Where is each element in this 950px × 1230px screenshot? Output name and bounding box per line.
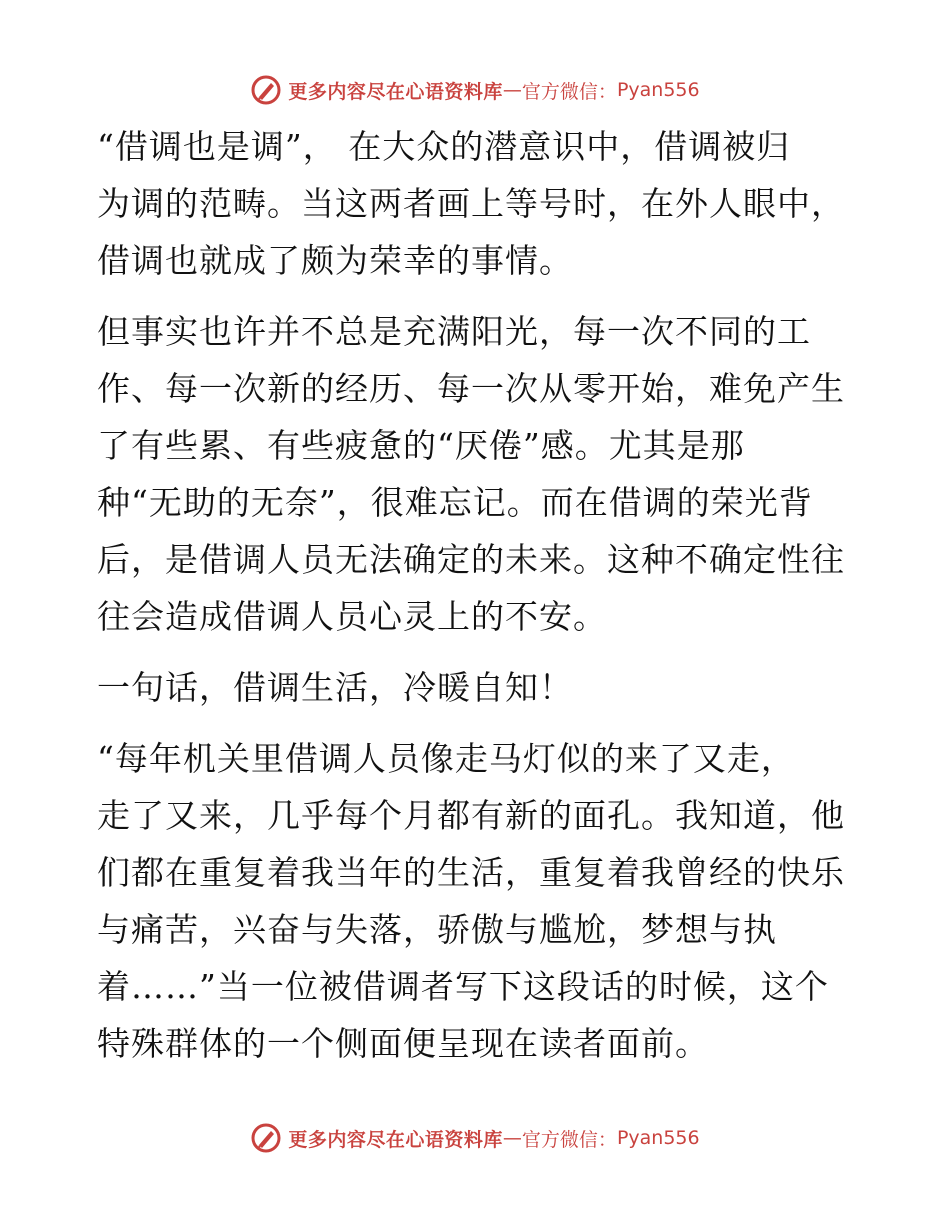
pen-logo-icon [250,1122,282,1154]
text-line: 作、每一次新的经历、每一次从零开始，难免产生 [97,369,845,408]
banner-wechat-label: 官方微信： [521,80,617,103]
banner-wechat-id: Pyan556 [616,1127,700,1149]
paragraph-1 [97,118,857,289]
text-line: 走了又来，几乎每个月都有新的面孔。我知道，他 [97,796,845,835]
paragraph-4 [97,730,857,1072]
text-line: 为调的范畴。当这两者画上等号时，在外人眼中， [97,184,845,223]
pen-logo-icon [250,74,282,106]
banner-main-text: 更多内容尽在心语资料库 [288,80,503,103]
document-body [97,118,857,1086]
text-line: 一句话，借调生活，冷暖自知！ [97,668,573,707]
footer-watermark-banner [0,1120,950,1156]
paragraph-2 [97,303,857,645]
text-line: 了有些累、有些疲惫的“厌倦”感。尤其是那 [97,426,745,465]
banner-wechat-label: 官方微信： [521,1128,617,1151]
paragraph-3 [97,659,857,716]
text-line: 们都在重复着我当年的生活，重复着我曾经的快乐 [97,853,845,892]
text-line: 种“无助的无奈”，很难忘记。而在借调的荣光背 [97,483,813,522]
banner-main-text: 更多内容尽在心语资料库 [288,1128,503,1151]
banner-dash: — [502,79,522,101]
text-line: 往会造成借调人员心灵上的不安。 [97,597,607,636]
text-line: 特殊群体的一个侧面便呈现在读者面前。 [97,1024,709,1063]
text-line: 借调也就成了颇为荣幸的事情。 [97,241,573,280]
text-line: “借调也是调”， 在大众的潜意识中，借调被归 [97,127,791,166]
header-watermark-banner [0,72,950,108]
text-line: “每年机关里借调人员像走马灯似的来了又走， [97,739,795,778]
banner-wechat-id: Pyan556 [616,79,700,101]
banner-dash: — [502,1127,522,1149]
text-line: 后，是借调人员无法确定的未来。这种不确定性往 [97,540,845,579]
text-line: 但事实也许并不总是充满阳光，每一次不同的工 [97,312,811,351]
text-line: 与痛苦，兴奋与失落，骄傲与尴尬，梦想与执 [97,910,777,949]
text-line: 着……”当一位被借调者写下这段话的时候，这个 [97,967,829,1006]
